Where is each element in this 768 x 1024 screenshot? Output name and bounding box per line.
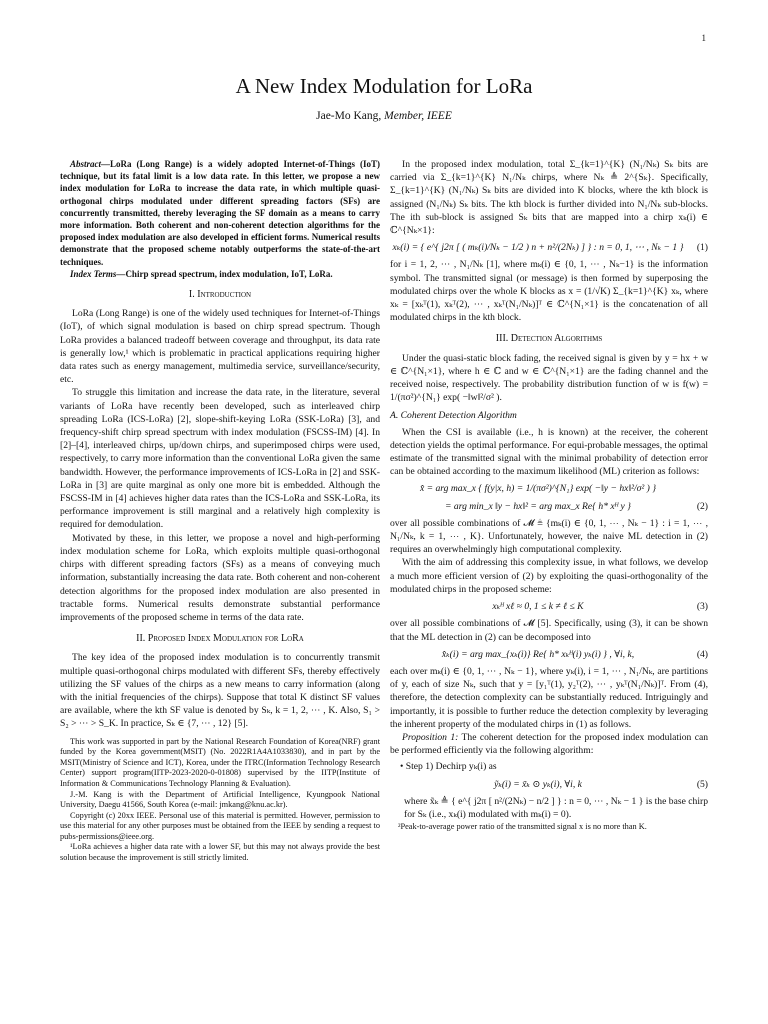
step-text: Step 1) Dechirp yₖ(i) as — [405, 761, 497, 773]
paragraph: where x̃ₖ ≜ { e^{ j2π [ n²/(2Nₖ) − n/2 ] } : n = 0, ⋯ , Nₖ − 1 } is the base chirp for Sₖ (i.e., xₖ(i) modulated with mₖ(i) = 0). — [404, 795, 708, 820]
footnote-affiliation: J.-M. Kang is with the Department of Artificial Intelligence, Kyungpook National University, Daegu 41566, South Korea (e-mail: jmkang@knu.ac.kr). — [60, 789, 380, 810]
paragraph: for i = 1, 2, ⋯ , N₁/Nₖ [1], where mₖ(i) ∈ {0, 1, ⋯ , Nₖ−1} is the information symbol. The transmitted signal (or message) is then formed by superposing the modulated chirps over the whole K blocks as x = (1/√K) Σ_{k=1}^{K} xₖ, where xₖ = [xₖᵀ(1), xₖᵀ(2), ⋯ , xₖᵀ(N₁/Nₖ)]ᵀ ∈ ℂ^{N₁×1} is the concatenation of all modulated chirps in the kth block. — [390, 259, 708, 324]
paragraph: With the aim of addressing this complexity issue, in what follows, we develop a much more efficient version of (2) by exploiting the quasi-orthogonality of the modulated chirps in the proposed scheme: — [390, 557, 708, 595]
paragraph: In the proposed index modulation, total Σ_{k=1}^{K} (N₁/Nₖ) Sₖ bits are carried via Σ_{k=1}^{K} N₁/Nₖ chirps, where Nₖ ≜ 2^{Sₖ}. Specifically, Σ_{k=1}^{K} (N₁/Nₖ) Sₖ bits are divided into K blocks, where the kth block is assigned (N₁/Nₖ) Sₖ bits. The kth block is further divided into N₁/Nₖ sub-blocks. The ith sub-block is assigned Sₖ bits that are mapped into a chirp xₖ(i) ∈ ℂ^{Nₖ×1}: — [390, 159, 708, 237]
equation-body: x̂ₖ(i) = arg max_{xₖ(i)} Re{ h* xₖᴴ(i) yₖ(i) } , ∀i, k, — [441, 648, 635, 660]
equation-2b — [390, 500, 708, 513]
equation-body: ỹₖ(i) = x̃ₖ ⊙ yₖ(i), ∀i, k — [494, 778, 582, 790]
paragraph: LoRa (Long Range) is one of the widely used techniques for Internet-of-Things (IoT), of which signal modulation is based on chirp spread spectrum. Though LoRa provides a balanced tradeoff between coverage and throughput, its data rate is generally low,¹ which is problematic in practical applications requiring higher data rates such as energy management, multimedia service, surveillance/security, etc. — [60, 308, 380, 386]
footnote-1: ¹LoRa achieves a higher data rate with a lower SF, but this may not always provide the best solution because the improvement is still strictly limited. — [60, 842, 380, 863]
subsection-heading-coherent: A. Coherent Detection Algorithm — [390, 410, 517, 422]
section-heading-proposed: II. Proposed Index Modulation for LoRa — [136, 633, 304, 645]
paragraph: each over mₖ(i) ∈ {0, 1, ⋯ , Nₖ − 1}, where yₖ(i), i = 1, ⋯ , N₁/Nₖ, are partitions of y, each of size Nₖ, such that y = [y₁ᵀ(1), y₂ᵀ(2), ⋯ , yₖᵀ(N₁/Nₖ)]ᵀ. From (4), therefore, the detection complexity can be substantially reduced. Intriguingly and importantly, it is possible to further reduce the detection complexity by leveraging the inherent property of the modulated chirps in (1) as follows. — [390, 665, 708, 730]
equation-4 — [390, 648, 708, 661]
right-column — [390, 158, 708, 832]
proposition-label: Proposition 1: — [402, 731, 459, 743]
index-terms-label: Index Terms— — [70, 268, 126, 279]
index-terms-text: Chirp spread spectrum, index modulation, IoT, LoRa. — [125, 268, 333, 279]
equation-3 — [390, 600, 708, 613]
equation-2a — [390, 482, 708, 495]
proposition-1 — [390, 731, 708, 757]
abstract-label: Abstract— — [70, 159, 111, 169]
equation-body: x̂ = arg max_x { f(y|x, h) = 1/(πσ²)^{N₁} exp( −‖y − hx‖²/σ² ) } — [419, 483, 657, 495]
left-column — [60, 158, 380, 864]
paragraph: To struggle this limitation and increase the data rate, in the literature, several variants of LoRa have recently been developed, such as interleaved chirp spreading LoRa (ICS-LoRa) [2], slope-shift-keying LoRa (SSK-LoRa) [3], and frequency-shift chirp spread spectrum with index modulation (FSCSS-IM) [4]. In [2]–[4], interleaved chirps, up/down chirps, and superimposed chirps were used, respectively, to carry more information than the conventional LoRa given the same bandwidth. However, the performance improvements of ICS-LoRa in [2] and SSK-LoRa in [3] are quite marginal as only one more bit is embedded. Although the FSCSS-IM in [4] achieves higher data rates than the ICS-LoRa and SSK-LoRa, its performance improvement is still marginal and a relatively high complexity is required for demodulation. — [60, 387, 380, 531]
paragraph: over all possible combinations of 𝓜 [5]. Specifically, using (3), it can be shown that the ML detection in (2) can be decomposed into — [390, 618, 708, 643]
author-line — [0, 110, 768, 122]
proposition-text: The coherent detection for the proposed index modulation can be performed efficiently via the following algorithm: — [390, 731, 709, 757]
page-number: 1 — [701, 33, 706, 43]
abstract-text: LoRa (Long Range) is a widely adopted Internet-of-Things (IoT) technique, but its fatal limit is a low data rate. In this letter, we propose a new index modulation for LoRa to increase the data rate, in which multiple quasi-orthogonal chirps modulated under different spreading factors (SFs) are concurrently transmitted, thereby leveraging the SF domain as a means to carry more information. Both coherent and non-coherent detection algorithms for the proposed index modulation are also developed in efficient forms. Numerical results demonstrate that the proposed scheme notably outperforms the state-of-the-art techniques. — [60, 159, 380, 267]
paragraph: When the CSI is available (i.e., h is known) at the receiver, the coherent detection yields the optimal performance. For equi-probable messages, the optimal estimate of the transmitted signal with the minimal probability of detection error can be obtained according to the maximum likelihood (ML) criterion as follows: — [390, 426, 708, 478]
equation-body: xₖ(i) = { e^{ j2π [ ( mₖ(i)/Nₖ − 1/2 ) n + n²/(2Nₖ) ] } : n = 0, 1, ⋯ , Nₖ − 1 } — [392, 242, 684, 254]
section-heading-detection: III. Detection Algorithms — [495, 333, 603, 345]
equation-number: (1) — [696, 242, 708, 254]
paper-title: A New Index Modulation for LoRa — [235, 74, 533, 98]
section-heading-introduction: I. Introduction — [188, 289, 252, 301]
footnote-copyright: Copyright (c) 20xx IEEE. Personal use of this material is permitted. However, permission to use this material for any other purposes must be obtained from the IEEE by sending a request to pubs-permissions@ieee.org. — [60, 810, 380, 841]
paragraph: Under the quasi-static block fading, the received signal is given by y = hx + w ∈ ℂ^{N₁×1}, where h ∈ ℂ and w ∈ ℂ^{N₁×1} are the fading channel and the received noise, respectively. The probability distribution function of w is f(w) = 1/(πσ²)^{N₁} exp( −‖w‖²/σ² ). — [390, 352, 708, 404]
equation-number: (3) — [696, 601, 708, 613]
paragraph: over all possible combinations of 𝓜 ≜ {mₖ(i) ∈ {0, 1, ⋯ , Nₖ − 1} : i = 1, ⋯ , N₁/Nₖ, k = 1, ⋯ , K}. Unfortunately, however, the naive ML detection in (2) requires an overwhelmingly high computational complexity. — [390, 517, 708, 556]
equation-number: (5) — [696, 778, 708, 790]
step-1: • Step 1) Dechirp yₖ(i) as — [400, 761, 497, 773]
equation-body: xₖᴴ xℓ ≈ 0, 1 ≤ k ≠ ℓ ≤ K — [492, 601, 584, 613]
equation-number: (2) — [696, 500, 708, 512]
equation-number: (4) — [696, 648, 708, 660]
equation-5 — [390, 778, 708, 791]
index-terms — [60, 268, 380, 280]
author-affiliation: Member, IEEE — [384, 110, 452, 122]
paragraph: The key idea of the proposed index modulation is to concurrently transmit multiple quasi-orthogonal chirps modulated with different SFs, thereby effectively utilizing the SF values of the chirps as a new means to carry information (along with the initial frequencies of the chirps). Suppose that total K distinct SF values are available, where the kth SF value is denoted by Sₖ, k = 1, 2, ⋯ , K. Also, S₁ > S₂ > ⋯ > S_K. In practice, Sₖ ∈ {7, ⋯ , 12} [5]. — [60, 652, 380, 730]
author-name: Jae-Mo Kang, — [316, 110, 382, 122]
paragraph: Motivated by these, in this letter, we propose a novel and high-performing index modulation scheme for LoRa, which exploits multiple quasi-orthogonal chirps with different spreading factors (SFs) as a means of conveying much information, substantially increasing the data rate. Both coherent and non-coherent detection algorithms for the proposed index modulation are also presented in tractable forms. Numerical results demonstrate substantial performance improvements of the proposed scheme in terms of the data rate. — [60, 532, 380, 623]
equation-body: = arg min_x ‖y − hx‖² = arg max_x Re{ h* xᴴ y } — [445, 500, 631, 512]
footnote-2: ²Peak-to-average power ratio of the transmitted signal x is no more than K. — [398, 822, 647, 832]
abstract — [60, 158, 380, 268]
footnote-funding: This work was supported in part by the National Research Foundation of Korea(NRF) grant funded by the Korea government(MSIT) (No. 2022R1A4A1033830), and in part by the MSIT(Ministry of Science and ICT), Korea, under the ITRC(Information Technology Research Center) support program(IITP-2023-2020-0-01808) supervised by the IITP(Institute of Information & Communications Technology Planning & Evaluation). — [60, 736, 380, 788]
equation-1 — [390, 241, 708, 254]
